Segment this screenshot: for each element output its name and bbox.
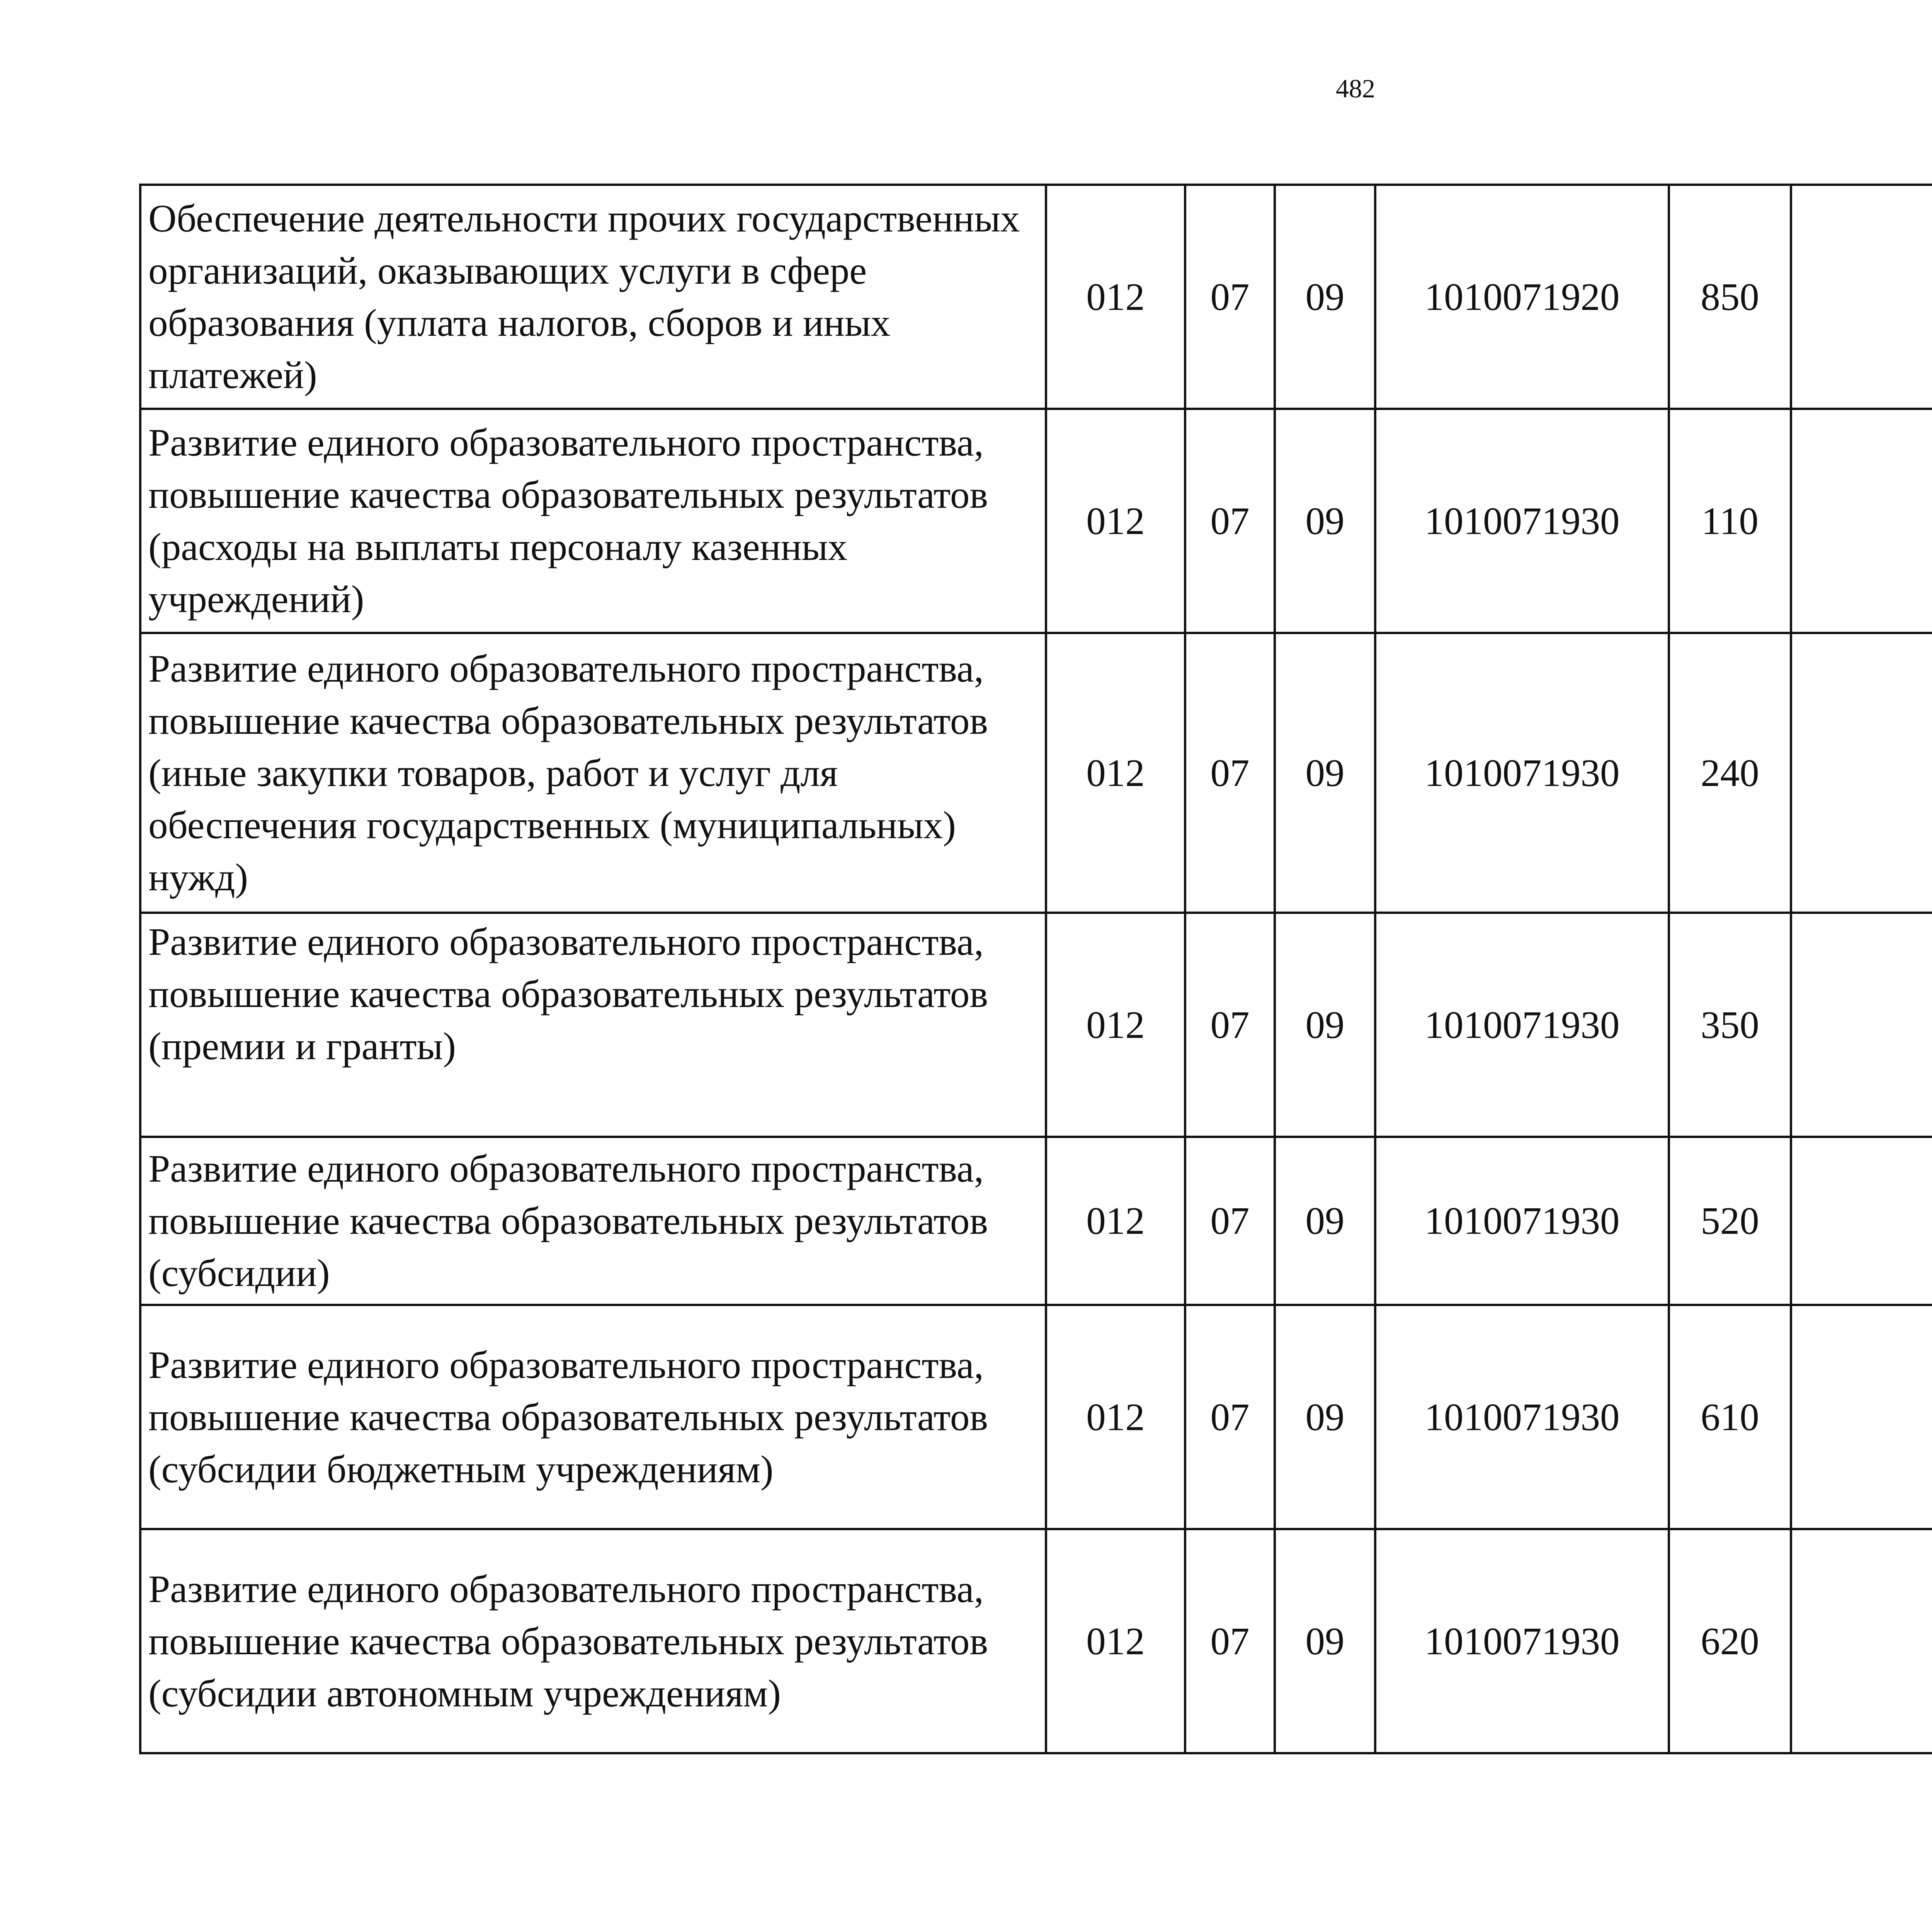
table-row bbox=[140, 185, 1932, 409]
target-article-cell: 1010071930 bbox=[1375, 633, 1669, 913]
expense-type-cell: 610 bbox=[1669, 1305, 1791, 1529]
expense-type-cell: 520 bbox=[1669, 1137, 1791, 1305]
expense-name-cell: Обеспечение деятельности прочих государственных организаций, оказывающих услуги в сфере образования (уплата налогов, сборов и иных платежей) bbox=[140, 185, 1046, 409]
subsection-code-cell: 09 bbox=[1275, 1305, 1375, 1529]
section-code-cell: 07 bbox=[1185, 409, 1275, 633]
section-code-cell: 07 bbox=[1185, 185, 1275, 409]
amount-1-cell bbox=[1791, 185, 1932, 409]
expense-name-cell: Развитие единого образовательного пространства, повышение качества образовательных результатов (иные закупки товаров, работ и услуг для обеспечения государственных (муниципальных) нужд) bbox=[140, 633, 1046, 913]
expense-name-cell: Развитие единого образовательного пространства, повышение качества образовательных результатов (субсидии автономным учреждениям) bbox=[140, 1529, 1046, 1753]
ministry-code-cell: 012 bbox=[1046, 1529, 1185, 1753]
table-row bbox=[140, 1137, 1932, 1305]
section-code-cell: 07 bbox=[1185, 913, 1275, 1137]
expense-name-cell: Развитие единого образовательного пространства, повышение качества образовательных результатов (премии и гранты) bbox=[140, 913, 1046, 1137]
ministry-code-cell: 012 bbox=[1046, 913, 1185, 1137]
amount-1-cell bbox=[1791, 633, 1932, 913]
amount-1-cell bbox=[1791, 1529, 1932, 1753]
subsection-code-cell: 09 bbox=[1275, 1529, 1375, 1753]
expense-name-cell: Развитие единого образовательного пространства, повышение качества образовательных результатов (субсидии бюджетным учреждениям) bbox=[140, 1305, 1046, 1529]
ministry-code-cell: 012 bbox=[1046, 185, 1185, 409]
target-article-cell: 1010071930 bbox=[1375, 409, 1669, 633]
target-article-cell: 1010071930 bbox=[1375, 1305, 1669, 1529]
expense-type-cell: 350 bbox=[1669, 913, 1791, 1137]
page-number: 482 bbox=[1336, 74, 1375, 103]
expense-type-cell: 620 bbox=[1669, 1529, 1791, 1753]
table-row bbox=[140, 1305, 1932, 1529]
expense-name-cell: Развитие единого образовательного пространства, повышение качества образовательных результатов (субсидии) bbox=[140, 1137, 1046, 1305]
subsection-code-cell: 09 bbox=[1275, 409, 1375, 633]
expense-type-cell: 240 bbox=[1669, 633, 1791, 913]
target-article-cell: 1010071930 bbox=[1375, 1137, 1669, 1305]
section-code-cell: 07 bbox=[1185, 1137, 1275, 1305]
amount-1-cell bbox=[1791, 409, 1932, 633]
target-article-cell: 1010071930 bbox=[1375, 1529, 1669, 1753]
table-row bbox=[140, 409, 1932, 633]
target-article-cell: 1010071930 bbox=[1375, 913, 1669, 1137]
expense-type-cell: 110 bbox=[1669, 409, 1791, 633]
ministry-code-cell: 012 bbox=[1046, 1305, 1185, 1529]
section-code-cell: 07 bbox=[1185, 1529, 1275, 1753]
ministry-code-cell: 012 bbox=[1046, 633, 1185, 913]
table-row bbox=[140, 633, 1932, 913]
section-code-cell: 07 bbox=[1185, 633, 1275, 913]
table-row bbox=[140, 913, 1932, 1137]
ministry-code-cell: 012 bbox=[1046, 409, 1185, 633]
expense-type-cell: 850 bbox=[1669, 185, 1791, 409]
section-code-cell: 07 bbox=[1185, 1305, 1275, 1529]
subsection-code-cell: 09 bbox=[1275, 185, 1375, 409]
expense-name-cell: Развитие единого образовательного пространства, повышение качества образовательных результатов (расходы на выплаты персоналу казенных учреждений) bbox=[140, 409, 1046, 633]
target-article-cell: 1010071920 bbox=[1375, 185, 1669, 409]
amount-1-cell bbox=[1791, 913, 1932, 1137]
ministry-code-cell: 012 bbox=[1046, 1137, 1185, 1305]
subsection-code-cell: 09 bbox=[1275, 1137, 1375, 1305]
amount-1-cell bbox=[1791, 1137, 1932, 1305]
budget-table bbox=[139, 184, 1932, 1754]
subsection-code-cell: 09 bbox=[1275, 633, 1375, 913]
subsection-code-cell: 09 bbox=[1275, 913, 1375, 1137]
amount-1-cell bbox=[1791, 1305, 1932, 1529]
table-row bbox=[140, 1529, 1932, 1753]
